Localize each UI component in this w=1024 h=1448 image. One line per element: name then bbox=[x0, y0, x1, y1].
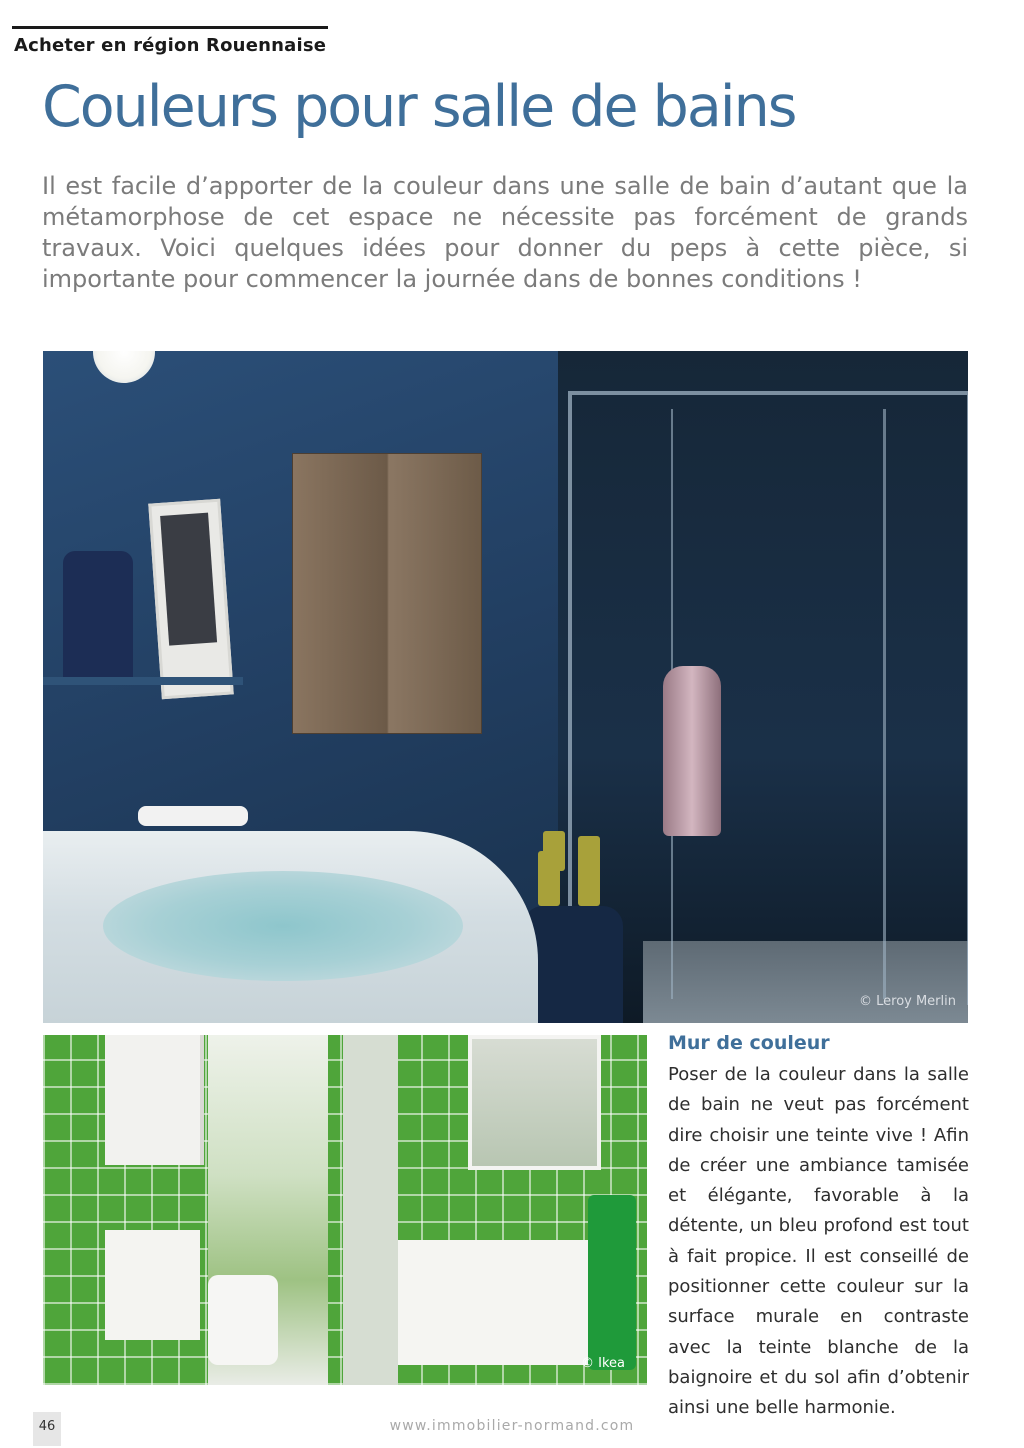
hanging-robe bbox=[663, 666, 721, 836]
freestanding-tub bbox=[208, 1275, 278, 1365]
bath-faucet bbox=[138, 806, 248, 826]
shower-glass-edge bbox=[883, 409, 886, 999]
photo-credit: © Leroy Merlin bbox=[858, 994, 956, 1009]
candle bbox=[538, 851, 560, 906]
green-bathroom-photo bbox=[43, 1035, 647, 1385]
blue-bathroom-photo bbox=[43, 351, 968, 1023]
footer-url[interactable]: www.immobilier-normand.com bbox=[389, 1418, 635, 1434]
green-towel bbox=[588, 1195, 636, 1370]
wall-shelf bbox=[43, 677, 243, 685]
shower-glass-frame bbox=[568, 391, 968, 1005]
section-label: Acheter en région Rouennaise bbox=[14, 35, 327, 56]
sink-vanity bbox=[398, 1240, 613, 1365]
framed-picture bbox=[148, 499, 233, 700]
article-body: Poser de la couleur dans la salle de bain ne veut pas forcément dire choisir une teinte vive ! Afin de créer une ambiance tamisée et élégante, favorable à la détente, un bleu profond est tout à fait propice. Il est conseillé de positionner cette couleur sur la surface murale en contraste avec la teinte blanche de la baignoire et du sol afin d’obtenir ainsi une belle harmonie. bbox=[668, 1064, 969, 1419]
page-number: 46 bbox=[33, 1412, 61, 1446]
header-rule bbox=[12, 26, 328, 29]
intro-paragraph: Il est facile d’apporter de la couleur dans une salle de bain d’autant que la métamorphose de cet espace ne nécessite pas forcément de grands travaux. Voici quelques idées pour donner du peps à cette pièce, si importante pour commencer la journée dans de bonnes conditions ! bbox=[42, 172, 968, 293]
page-title: Couleurs pour salle de bains bbox=[42, 74, 796, 140]
mirror-cabinet bbox=[105, 1035, 204, 1165]
blue-vase bbox=[63, 551, 133, 681]
article-subheading: Mur de couleur bbox=[668, 1032, 830, 1054]
wall-cabinet bbox=[105, 1230, 200, 1340]
dark-stool bbox=[523, 906, 623, 1023]
mirror bbox=[468, 1035, 601, 1170]
window-frame bbox=[343, 1035, 398, 1385]
wood-cabinet bbox=[292, 453, 482, 734]
candle bbox=[578, 836, 600, 906]
photo-credit: © Ikea bbox=[581, 1356, 625, 1371]
bath-water bbox=[103, 871, 463, 981]
